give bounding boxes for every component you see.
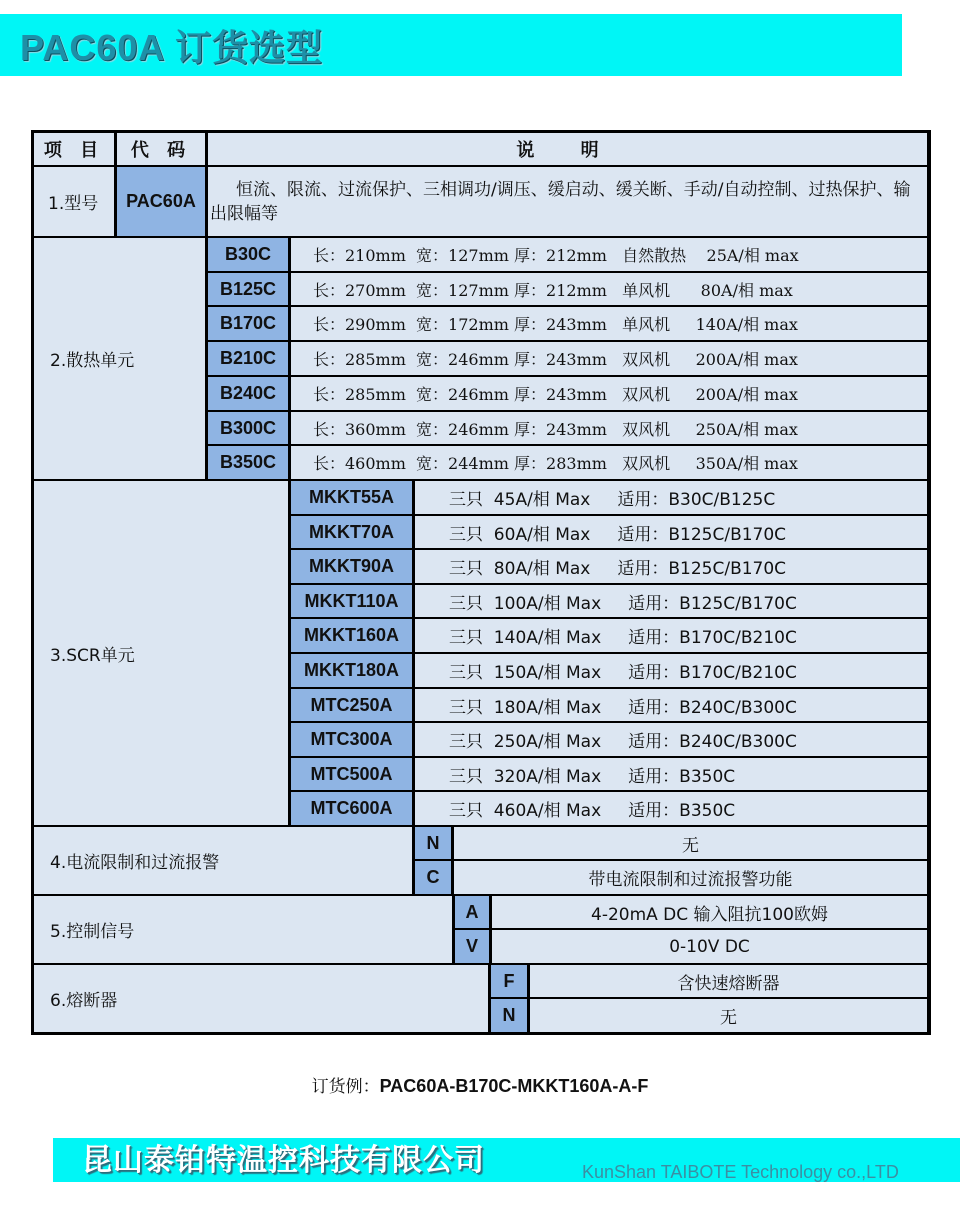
model-description-text: 恒流、限流、过流保护、三相调功/调压、缓启动、缓关断、手动/自动控制、过热保护、输出限幅等: [210, 179, 911, 224]
current-desc-c: 带电流限制和过流报警功能: [454, 861, 927, 894]
model-label: 1.型号: [34, 167, 114, 236]
signal-desc-v: 0-10V DC: [492, 930, 927, 963]
current-code-c: C: [415, 861, 451, 894]
order-example: [0, 1072, 960, 1097]
heatsink-code: B170C: [208, 307, 288, 340]
current-label: 4.电流限制和过流报警: [34, 827, 412, 894]
company-name-cn: 昆山泰铂特温控科技有限公司: [82, 1143, 485, 1178]
scr-spec: 三只 320A/相 Max 适用：B350C: [415, 758, 927, 790]
scr-spec: 三只 80A/相 Max 适用：B125C/B170C: [415, 550, 927, 583]
scr-code: MKKT110A: [291, 585, 412, 617]
order-selection-table: [31, 130, 931, 1035]
scr-spec: 三只 45A/相 Max 适用：B30C/B125C: [415, 481, 927, 514]
scr-spec: 三只 100A/相 Max 适用：B125C/B170C: [415, 585, 927, 617]
scr-code: MTC500A: [291, 758, 412, 790]
header-item: 项 目: [34, 133, 114, 165]
heatsink-spec: 长：285mm 宽：246mm 厚：243mm 双风机 200A/相 max: [291, 342, 927, 375]
current-desc-n: 无: [454, 827, 927, 859]
fuse-code-n: N: [491, 999, 527, 1032]
heatsink-spec: 长：460mm 宽：244mm 厚：283mm 双风机 350A/相 max: [291, 446, 927, 479]
scr-spec: 三只 150A/相 Max 适用：B170C/B210C: [415, 654, 927, 687]
company-name-en: KunShan TAIBOTE Technology co.,LTD: [582, 1162, 899, 1182]
fuse-desc-n: 无: [530, 999, 927, 1032]
page-title: PAC60A 订货选型: [20, 27, 324, 68]
heatsink-code: B350C: [208, 446, 288, 479]
fuse-desc-f: 含快速熔断器: [530, 965, 927, 997]
scr-code: MTC300A: [291, 723, 412, 756]
heatsink-code: B240C: [208, 377, 288, 410]
scr-code: MKKT160A: [291, 619, 412, 652]
scr-code: MKKT55A: [291, 481, 412, 514]
model-description: [208, 167, 927, 236]
scr-spec: 三只 60A/相 Max 适用：B125C/B170C: [415, 516, 927, 548]
heatsink-spec: 长：285mm 宽：246mm 厚：243mm 双风机 200A/相 max: [291, 377, 927, 410]
heatsink-spec: 长：360mm 宽：246mm 厚：243mm 双风机 250A/相 max: [291, 412, 927, 444]
header-code: 代 码: [117, 133, 205, 165]
scr-label: 3.SCR单元: [34, 481, 288, 825]
signal-label: 5.控制信号: [34, 896, 452, 963]
signal-code-v: V: [455, 930, 489, 963]
scr-spec: 三只 180A/相 Max 适用：B240C/B300C: [415, 689, 927, 721]
heatsink-code: B125C: [208, 273, 288, 305]
heatsink-spec: 长：290mm 宽：172mm 厚：243mm 单风机 140A/相 max: [291, 307, 927, 340]
scr-code: MKKT90A: [291, 550, 412, 583]
fuse-label: 6.熔断器: [34, 965, 488, 1032]
scr-code: MTC600A: [291, 792, 412, 825]
signal-code-a: A: [455, 896, 489, 928]
order-example-value: PAC60A-B170C-MKKT160A-A-F: [379, 1076, 649, 1096]
scr-code: MTC250A: [291, 689, 412, 721]
heatsink-code: B210C: [208, 342, 288, 375]
scr-spec: 三只 460A/相 Max 适用：B350C: [415, 792, 927, 825]
model-code: PAC60A: [117, 167, 205, 236]
scr-code: MKKT180A: [291, 654, 412, 687]
heatsink-spec: 长：270mm 宽：127mm 厚：212mm 单风机 80A/相 max: [291, 273, 927, 305]
current-code-n: N: [415, 827, 451, 859]
fuse-code-f: F: [491, 965, 527, 997]
heatsink-code: B30C: [208, 238, 288, 271]
heatsink-spec: 长：210mm 宽：127mm 厚：212mm 自然散热 25A/相 max: [291, 238, 927, 271]
heatsink-code: B300C: [208, 412, 288, 444]
scr-spec: 三只 140A/相 Max 适用：B170C/B210C: [415, 619, 927, 652]
scr-spec: 三只 250A/相 Max 适用：B240C/B300C: [415, 723, 927, 756]
header-description: 说 明: [208, 133, 927, 165]
scr-code: MKKT70A: [291, 516, 412, 548]
order-example-label: 订货例：: [311, 1077, 380, 1097]
signal-desc-a: 4-20mA DC 输入阻抗100欧姆: [492, 896, 927, 928]
heatsink-label: 2.散热单元: [34, 238, 205, 479]
